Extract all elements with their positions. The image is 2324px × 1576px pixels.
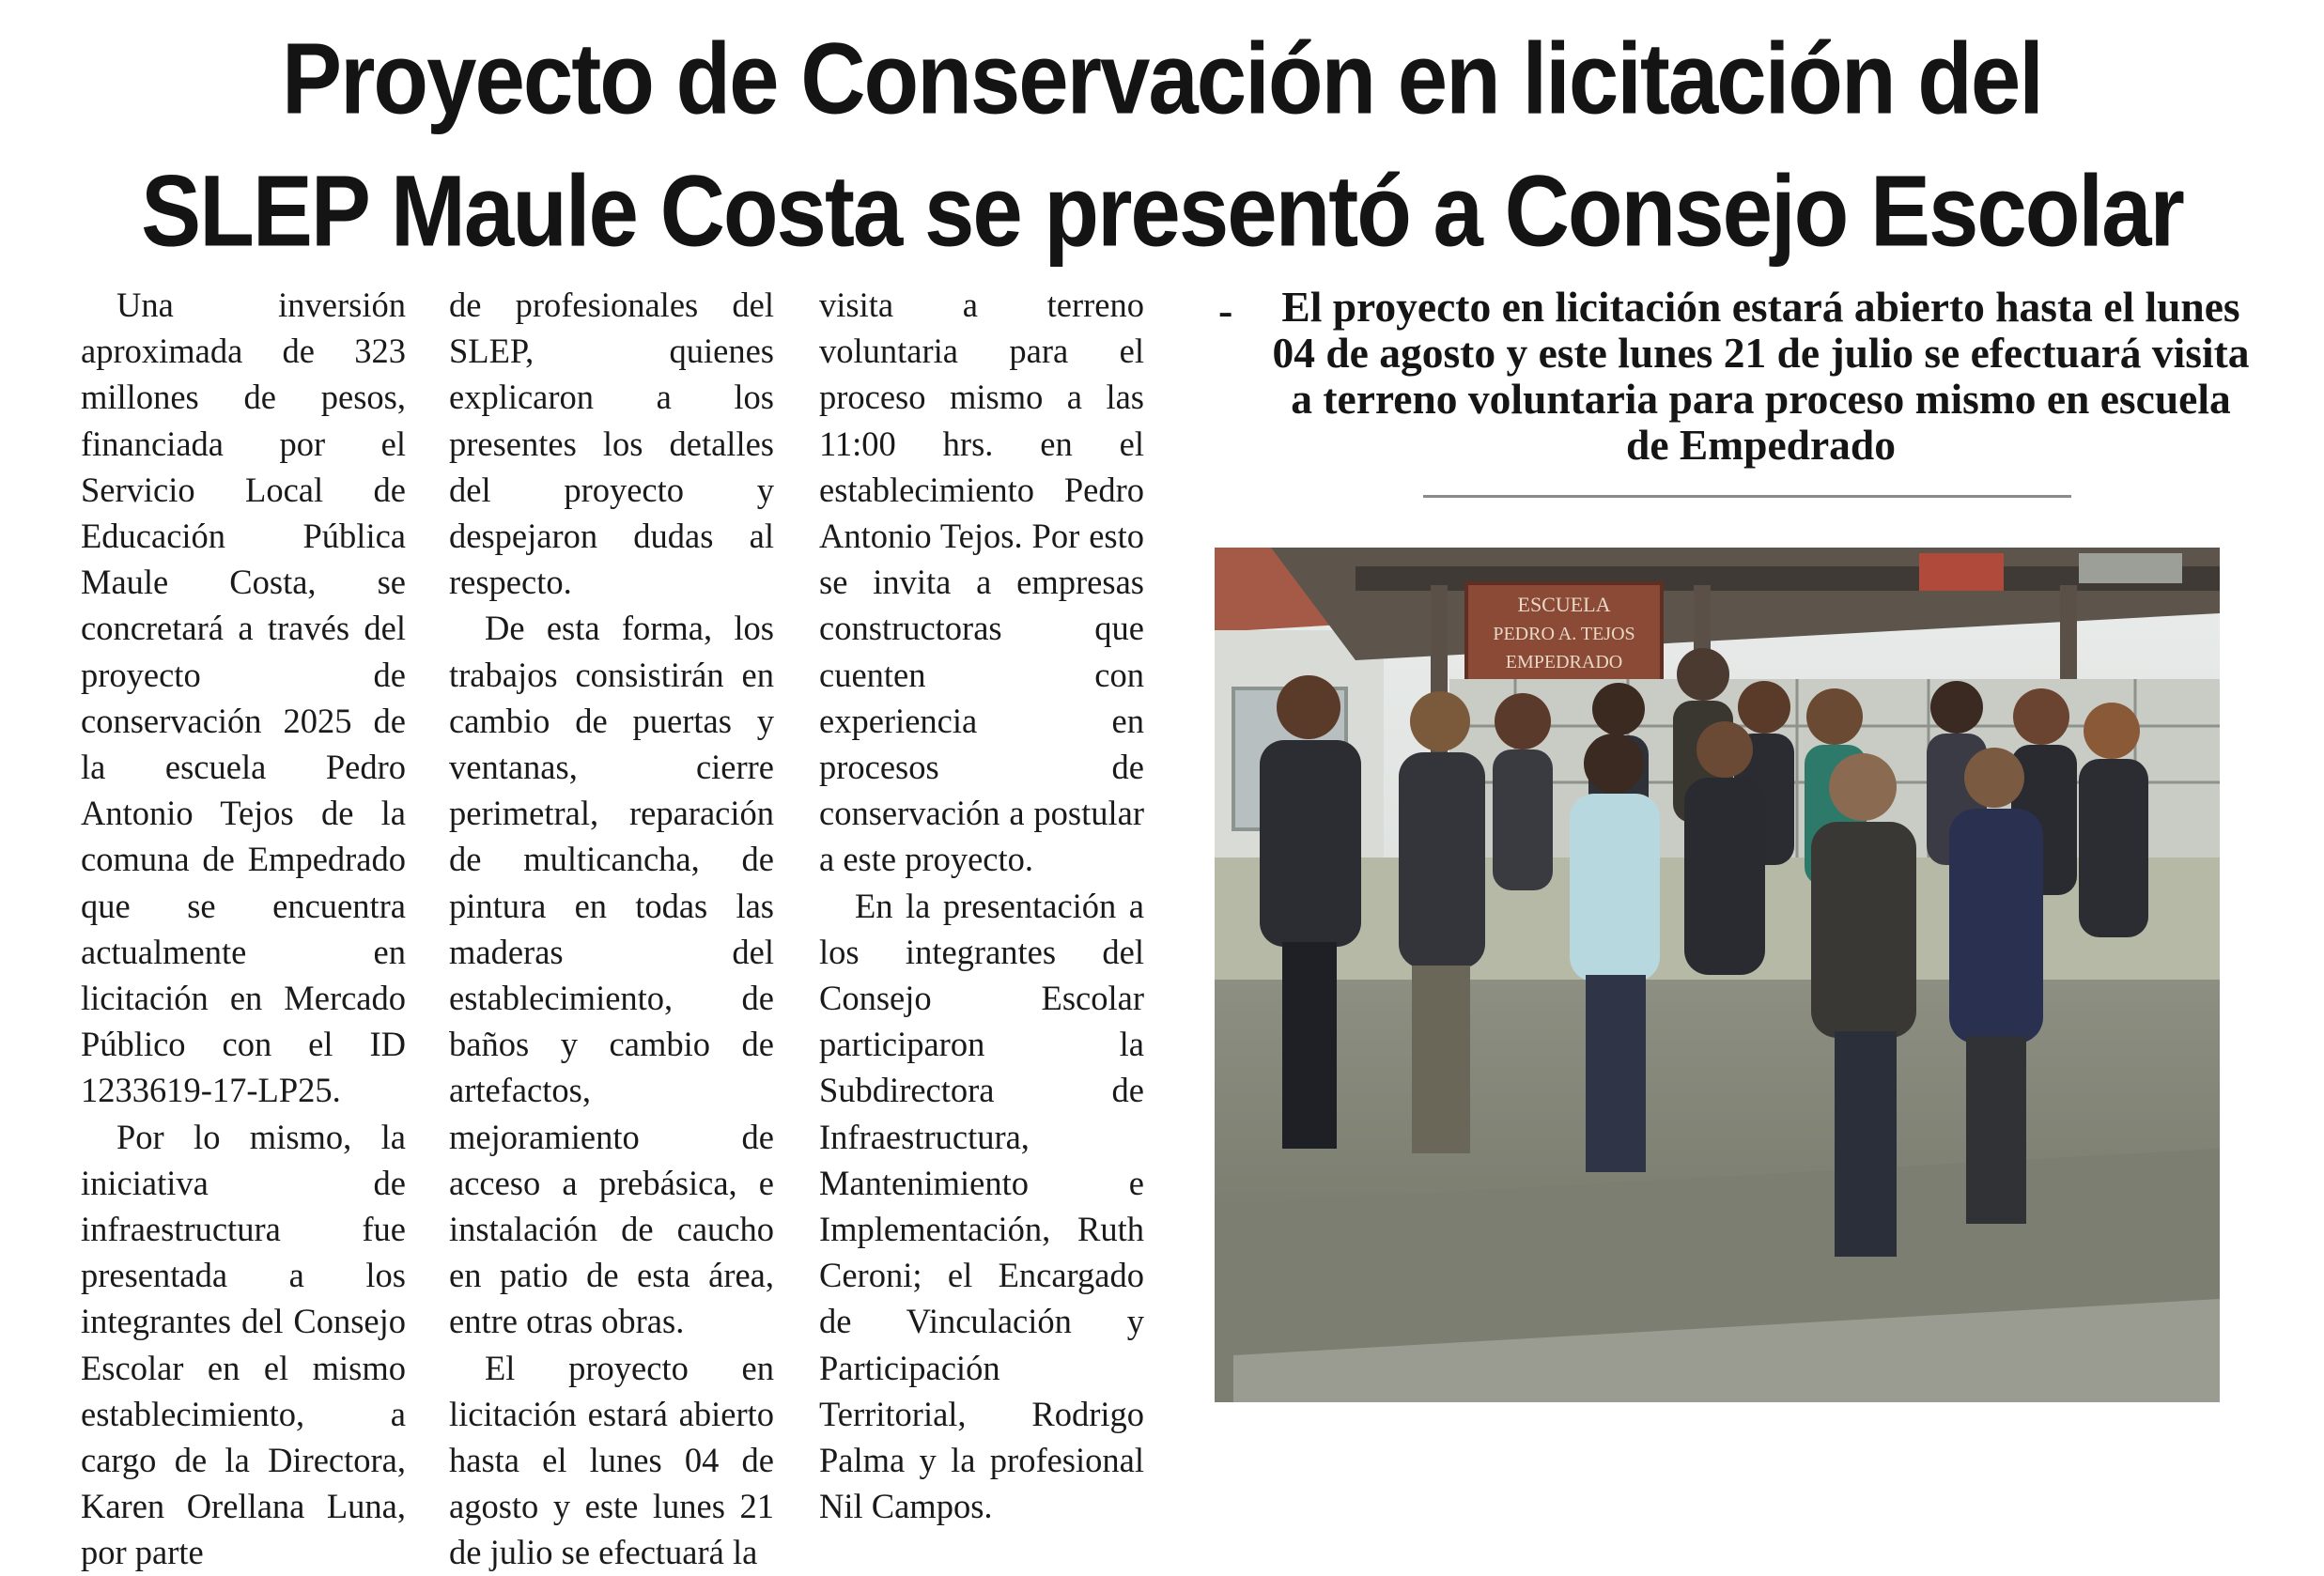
article-paragraph: Por lo mismo, la iniciativa de infraestructura fue presentada a los integrantes del Consejo Escolar en el mismo establecimiento, a cargo de la Directora, Karen Orellana Luna, por parte (81, 1117, 406, 1572)
subhead-bullet: - (1218, 286, 1233, 334)
article-paragraph: El proyecto en licitación estará abierto hasta el lunes 04 de agosto y este lunes 21 de julio se efectuará la (449, 1348, 774, 1572)
sign-line-2: PEDRO A. TEJOS (1493, 624, 1635, 644)
headline (0, 13, 2324, 278)
article-paragraph: En la presentación a los integrantes del Consejo Escolar participaron la Subdirectora de Infraestructura, Mantenimiento e Implementación, Ruth Ceroni; el Encargado de Vinculación y Participación Territorial, Rodrigo Palma y la profesional Nil Campos. (819, 886, 1144, 1526)
sign-line-3: EMPEDRADO (1505, 652, 1623, 672)
sign-line-1: ESCUELA (1517, 593, 1611, 616)
article-column-3 (819, 282, 1144, 1529)
headline-line-2: SLEP Maule Costa se presentó a Consejo Escolar (141, 155, 2183, 269)
article-paragraph: visita a terreno voluntaria para el proceso mismo a las 11:00 hrs. en el establecimiento Pedro Antonio Tejos. Por esto se invita a empresas constructoras que cuenten con experiencia en procesos de conservación a postular a este proyecto. (819, 286, 1144, 879)
group-photo (1215, 548, 2220, 1402)
headline-line-1: Proyecto de Conservación en licitación del (282, 23, 2042, 135)
group-photo-illustration (1215, 548, 2220, 1402)
subhead-divider (1423, 495, 2071, 498)
article-paragraph: De esta forma, los trabajos consistirán en cambio de puertas y ventanas, cierre perimetral, reparación de multicancha, de pintura en todas las maderas del establecimiento, de baños y cambio de artefactos, mejoramiento de acceso a prebásica, e instalación de caucho en patio de esta área, entre otras obras. (449, 609, 774, 1341)
article-column-1 (81, 282, 406, 1576)
subhead: El proyecto en licitación estará abierto hasta el lunes 04 de agosto y este lunes 21 de julio se efectuará visita a terreno voluntaria para proceso mismo en escuela de Empedrado (1272, 283, 2250, 469)
article-paragraph: de profesionales del SLEP, quienes explicaron a los presentes los detalles del proyecto y despejaron dudas al respecto. (449, 286, 774, 602)
article-column-2 (449, 282, 774, 1576)
article-paragraph: Una inversión aproximada de 323 millones de pesos, financiada por el Servicio Local de Educación Pública Maule Costa, se concretará a través del proyecto de conservación 2025 de la escuela Pedro Antonio Tejos de la comuna de Empedrado que se encuentra actualmente en licitación en Mercado Público con el ID 1233619-17-LP25. (81, 286, 406, 1110)
